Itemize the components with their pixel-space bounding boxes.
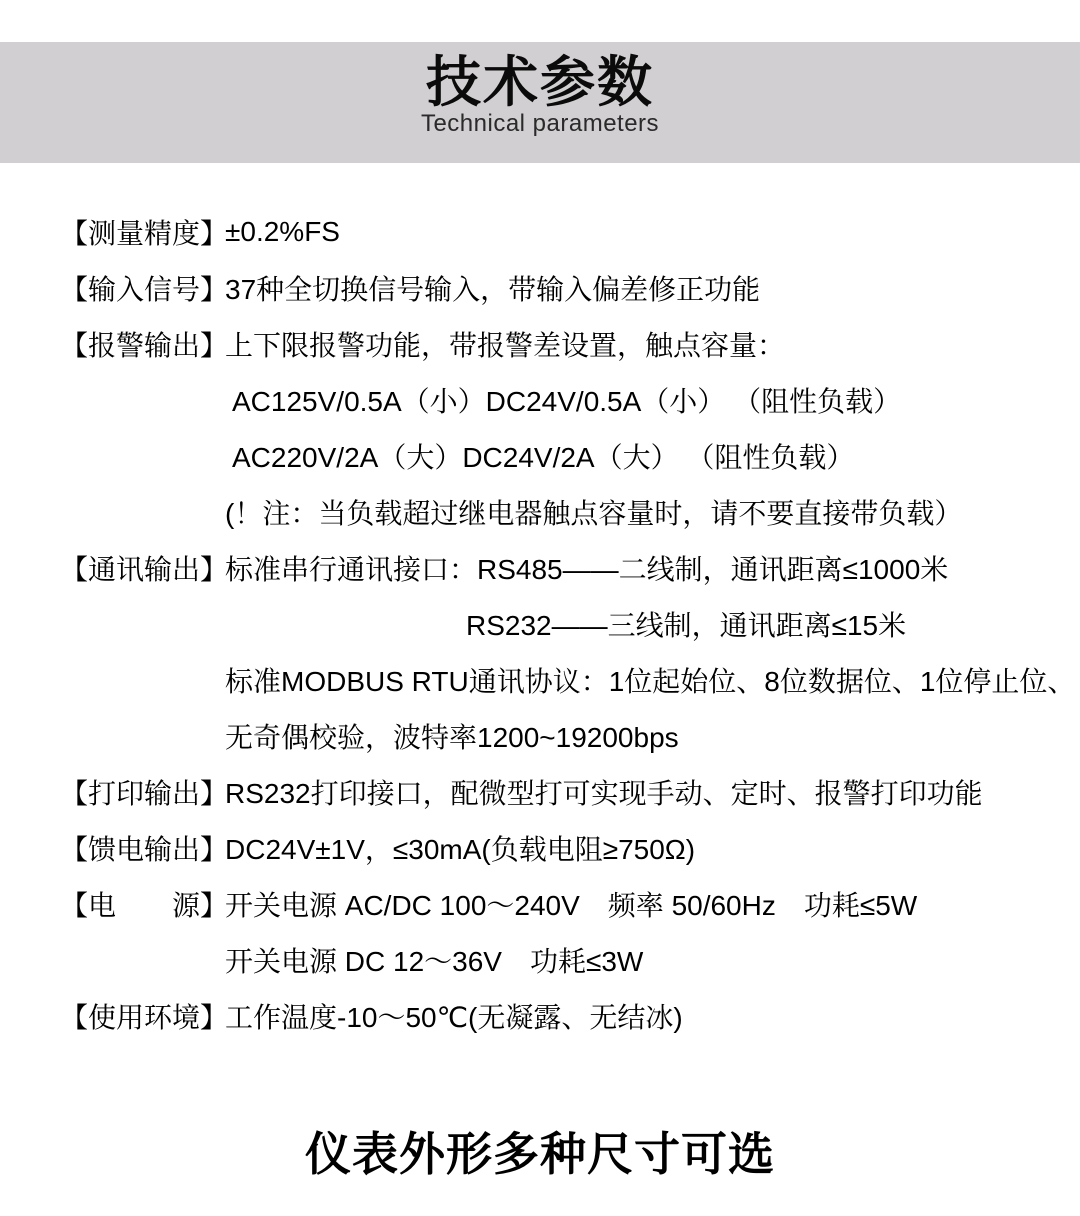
header-band — [0, 42, 1080, 163]
spec-row — [0, 204, 1080, 260]
spec-row — [0, 484, 1080, 540]
spec-row — [0, 820, 1080, 876]
spec-label: 【测量精度】 — [60, 218, 229, 249]
spec-row — [0, 932, 1080, 988]
spec-row — [0, 764, 1080, 820]
spec-label: 【使用环境】 — [60, 1002, 229, 1033]
footer-heading: 仪表外形多种尺寸可选 — [305, 1128, 775, 1180]
spec-label: 【打印输出】 — [60, 778, 229, 809]
spec-row — [0, 988, 1080, 1044]
spec-row — [0, 428, 1080, 484]
spec-text: RS232打印接口，配微型打可实现手动、定时、报警打印功能 — [225, 778, 983, 809]
spec-label: 【通讯输出】 — [60, 554, 229, 585]
spec-text: 标准串行通讯接口：RS485——二线制，通讯距离≤1000米 — [225, 554, 949, 585]
spec-text: 工作温度-10～50℃(无凝露、无结冰) — [225, 1002, 683, 1033]
spec-text: 37种全切换信号输入，带输入偏差修正功能 — [225, 274, 761, 305]
spec-text: DC24V±1V，≤30mA(负载电阻≥750Ω) — [225, 834, 696, 865]
spec-text: 标准MODBUS RTU通讯协议：1位起始位、8位数据位、1位停止位、 — [225, 666, 1076, 697]
spec-list — [0, 204, 1080, 1044]
page-title: 技术参数 — [425, 51, 654, 113]
spec-row — [0, 372, 1080, 428]
spec-label: 【报警输出】 — [60, 330, 229, 361]
spec-row — [0, 652, 1080, 708]
page-subtitle: Technical parameters — [420, 109, 660, 138]
spec-text: AC220V/2A（大）DC24V/2A（大） （阻性负载） — [232, 442, 855, 473]
spec-row — [0, 316, 1080, 372]
spec-row — [0, 708, 1080, 764]
spec-text: AC125V/0.5A（小）DC24V/0.5A（小） （阻性负载） — [232, 386, 902, 417]
spec-label: 【电 源】 — [60, 890, 229, 921]
spec-label: 【输入信号】 — [60, 274, 229, 305]
spec-text: (！注：当负载超过继电器触点容量时，请不要直接带负载） — [225, 498, 963, 529]
spec-row — [0, 260, 1080, 316]
spec-row — [0, 596, 1080, 652]
spec-text: 无奇偶校验，波特率1200~19200bps — [225, 722, 679, 753]
spec-text: ±0.2%FS — [225, 216, 340, 247]
spec-text: 开关电源 AC/DC 100～240V 频率 50/60Hz 功耗≤5W — [225, 890, 918, 921]
spec-text: 上下限报警功能，带报警差设置，触点容量： — [225, 330, 786, 361]
spec-text: RS232——三线制，通讯距离≤15米 — [466, 610, 907, 641]
spec-row — [0, 540, 1080, 596]
spec-row — [0, 876, 1080, 932]
spec-text: 开关电源 DC 12～36V 功耗≤3W — [225, 946, 644, 977]
spec-label: 【馈电输出】 — [60, 834, 229, 865]
